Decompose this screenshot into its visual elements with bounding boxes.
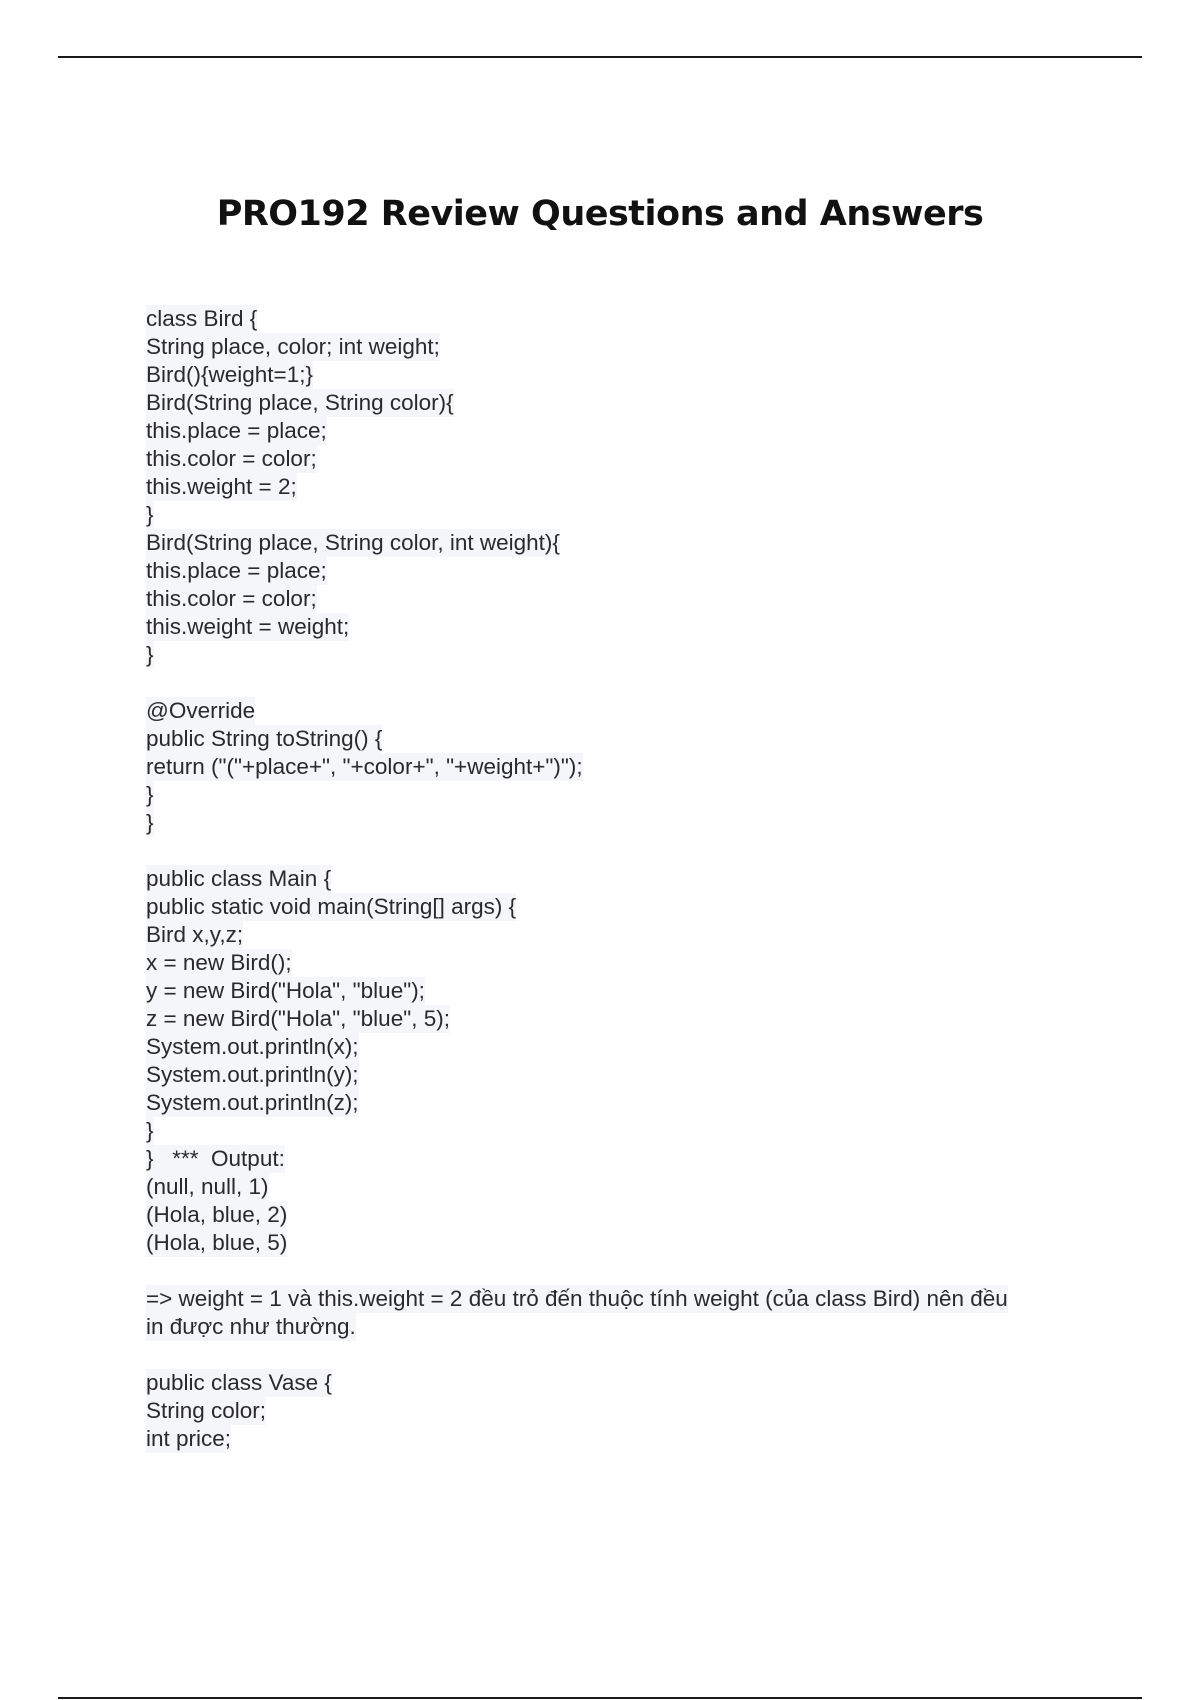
code-line: }: [146, 1118, 154, 1143]
code-line: String place, color; int weight;: [146, 334, 440, 359]
output-line: (null, null, 1): [146, 1174, 269, 1199]
note-line: in được như thường.: [146, 1314, 356, 1339]
code-line: public String toString() {: [146, 726, 383, 751]
code-line: String color;: [146, 1398, 267, 1423]
code-line: }: [146, 642, 154, 667]
code-line: @Override: [146, 698, 256, 723]
paragraph-gap: [146, 1257, 1076, 1285]
code-line: this.color = color;: [146, 446, 317, 471]
code-line: Bird x,y,z;: [146, 922, 244, 947]
output-label-line: } *** Output:: [146, 1146, 285, 1171]
page-title: PRO192 Review Questions and Answers: [216, 194, 984, 234]
output-line: (Hola, blue, 2): [146, 1202, 288, 1227]
code-line: int price;: [146, 1426, 232, 1451]
code-line: public class Main {: [146, 866, 332, 891]
note-line: => weight = 1 và this.weight = 2 đều trỏ đến thuộc tính weight (của class Bird) nên đều: [146, 1286, 1008, 1311]
code-block-main-class: [146, 865, 1076, 1257]
bottom-rule: [58, 1697, 1142, 1699]
code-line: x = new Bird();: [146, 950, 292, 975]
code-line: Bird(){weight=1;}: [146, 362, 313, 387]
paragraph-gap: [146, 1341, 1076, 1369]
code-line: this.weight = weight;: [146, 614, 350, 639]
code-line: Bird(String place, String color){: [146, 390, 454, 415]
code-block-tostring: [146, 697, 1076, 837]
code-line: z = new Bird("Hola", "blue", 5);: [146, 1006, 450, 1031]
code-line: }: [146, 502, 154, 527]
code-line: this.weight = 2;: [146, 474, 297, 499]
code-line: this.color = color;: [146, 586, 317, 611]
paragraph-gap: [146, 669, 1076, 697]
code-line: return ("("+place+", "+color+", "+weight+")");: [146, 754, 583, 779]
code-line: }: [146, 810, 154, 835]
code-block-vase-class: [146, 1369, 1076, 1453]
code-line: }: [146, 782, 154, 807]
top-rule: [58, 56, 1142, 58]
code-line: public class Vase {: [146, 1370, 332, 1395]
code-line: public static void main(String[] args) {: [146, 894, 517, 919]
output-line: (Hola, blue, 5): [146, 1230, 288, 1255]
code-line: this.place = place;: [146, 558, 327, 583]
code-block-bird-class: [146, 305, 1076, 669]
document-body: [146, 305, 1076, 1453]
explanation-note: [146, 1285, 1076, 1341]
code-line: System.out.println(y);: [146, 1062, 359, 1087]
code-line: Bird(String place, String color, int weight){: [146, 530, 560, 555]
code-line: this.place = place;: [146, 418, 327, 443]
paragraph-gap: [146, 837, 1076, 865]
code-line: y = new Bird("Hola", "blue");: [146, 978, 425, 1003]
code-line: System.out.println(x);: [146, 1034, 359, 1059]
code-line: class Bird {: [146, 306, 258, 331]
code-line: System.out.println(z);: [146, 1090, 359, 1115]
